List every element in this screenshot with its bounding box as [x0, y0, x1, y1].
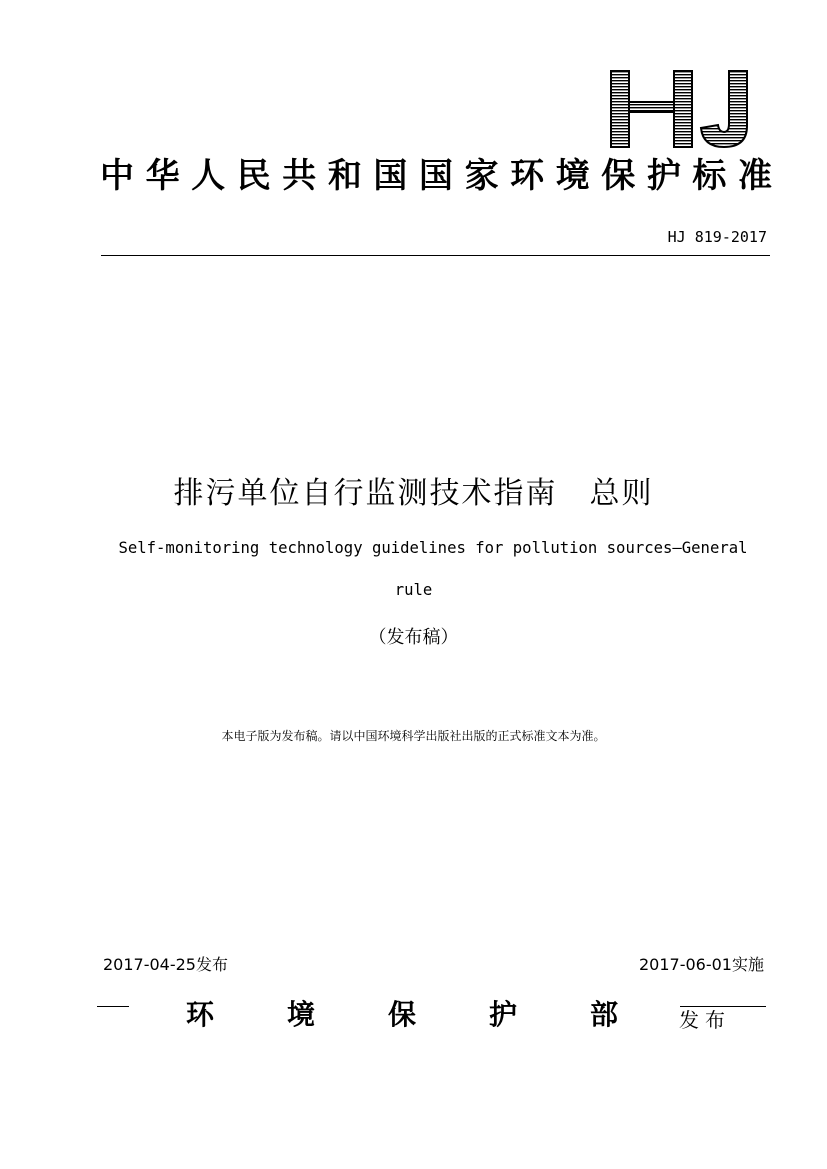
document-title-english-line1: Self-monitoring technology guidelines for pollution sources—General [118, 539, 748, 557]
standard-category-title: 中华人民共和国国家环境保护标准 [100, 156, 772, 196]
logo-letter-h [611, 71, 692, 147]
standard-number: HJ 819-2017 [667, 228, 767, 246]
implementation-date: 2017-06-01实施 [639, 955, 764, 974]
document-title-chinese: 排污单位自行监测技术指南 总则 [173, 476, 654, 511]
issue-date: 2017-04-25发布 [103, 955, 228, 974]
header-divider [101, 255, 770, 256]
edition-note: 本电子版为发布稿。请以中国环境科学出版社出版的正式标准文本为准。 [221, 729, 606, 743]
issuing-ministry: 环境保护部 [186, 998, 618, 1031]
document-title-english-line2: rule [394, 581, 433, 599]
footer-dash-left [97, 1006, 129, 1007]
draft-label: （发布稿） [368, 627, 459, 648]
hj-logo [608, 68, 760, 150]
logo-letter-j [701, 71, 747, 147]
publish-label: 发布 [679, 1008, 731, 1032]
